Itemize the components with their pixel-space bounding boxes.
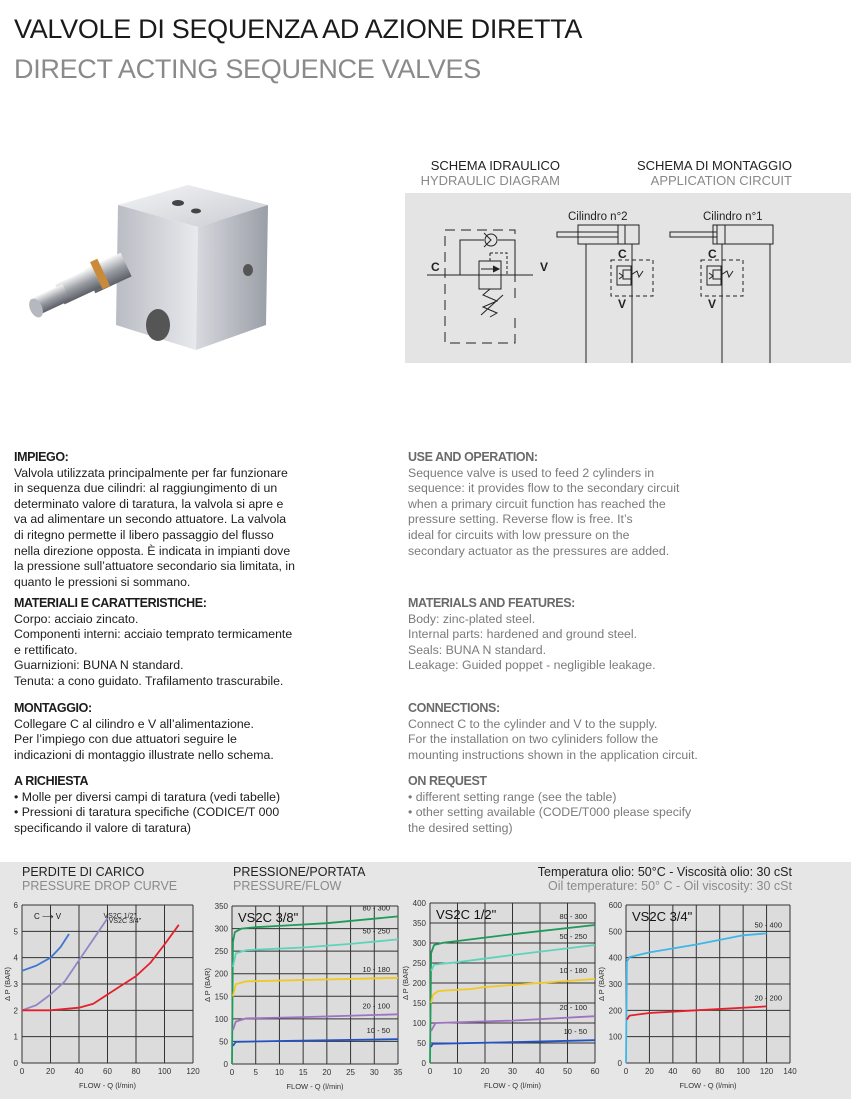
series-label: 50 - 250 [362,926,390,936]
x-tick-label: 40 [668,1067,678,1076]
y-tick-label: 250 [412,959,426,968]
port-c-label: C [431,260,440,274]
x-tick-label: 20 [322,1068,332,1077]
section-heading: MONTAGGIO: [14,701,92,715]
section [408,450,679,559]
section-heading: MATERIALS AND FEATURES: [408,596,575,610]
y-axis-label: Δ P (BAR) [3,966,12,1002]
section-line: the desired setting) [408,820,513,835]
x-tick-label: 40 [535,1067,545,1076]
chart-0 [0,901,200,1090]
section-line: Internal parts: hardened and ground steel. [408,627,638,642]
section-line: • other setting available (CODE/T000 please specify [408,805,692,820]
x-tick-label: 0 [623,1067,629,1076]
y-tick-label: 4 [13,953,18,963]
section-line: secondary actuator as the pressures are added. [408,543,670,558]
section-line: va ad alimentare un secondo attuatore. La valvola [14,512,287,527]
section-heading: CONNECTIONS: [408,701,500,715]
hydraulic-diagram-title: SCHEMA IDRAULICO [430,158,560,173]
x-tick-label: 30 [369,1068,379,1077]
section-line: mounting instructions shown in the application circuit. [408,747,698,762]
section-line: Leakage: Guided poppet - negligible leakage. [408,658,656,673]
x-tick-label: 60 [590,1067,600,1076]
section-line: e rettificato. [14,642,78,657]
section-line: Valvola utilizzata principalmente per far funzionare [14,465,288,480]
series-label: VS2C 1/2" [103,913,136,921]
y-tick-label: 100 [214,1014,228,1024]
y-tick-label: 100 [608,1032,622,1042]
y-tick-label: 300 [214,924,228,934]
x-tick-label: 10 [453,1067,462,1076]
section-line: Corpo: acciaio zincato. [14,611,139,626]
section-heading: MATERIALI E CARATTERISTICHE: [14,596,207,610]
chart-title: VS2C 3/8" [238,910,299,925]
hydraulic-diagrams [405,193,851,363]
y-tick-label: 200 [608,1006,622,1016]
y-tick-label: 600 [608,901,622,910]
chart-3 [597,901,797,1090]
cylinder-2-label: Cilindro n°2 [568,211,628,223]
x-tick-label: 80 [131,1067,141,1076]
section-line: nella direzione opposta. È indicata in impianti dove [14,543,291,558]
application-circuit-title: SCHEMA DI MONTAGGIO [636,158,792,173]
series-label: 10 - 50 [563,1027,587,1037]
section-line: sequence: it provides flow to the secondary circuit [408,481,680,496]
section-line: For the installation on two cyliniders follow the [408,732,659,747]
y-tick-label: 100 [412,1019,426,1028]
section-line: Connect C to the cylinder and V to the supply. [408,716,658,731]
series-label: 20 - 100 [559,1003,587,1013]
y-tick-label: 400 [608,953,622,963]
x-tick-label: 10 [274,1068,284,1077]
y-tick-label: 0 [13,1059,18,1068]
oil-conditions-en: Oil temperature: 50° C - Oil viscosity: 30 cSt [548,879,792,893]
x-tick-label: 100 [736,1067,750,1076]
y-axis-label: Δ P (BAR) [401,965,410,1001]
section-line: Seals: BUNA N standard. [408,642,547,657]
pressure-flow-subtitle: PRESSURE/FLOW [233,879,342,893]
section-line: in sequenza due cilindri: al raggiungimento di un [14,481,278,496]
x-tick-label: 40 [74,1067,84,1076]
application-circuit-subtitle: APPLICATION CIRCUIT [650,173,792,188]
series-label: 80 - 300 [362,903,390,913]
section-line: Componenti interni: acciaio temprato termicamente [14,627,293,642]
section-heading: A RICHIESTA [14,774,89,788]
y-tick-label: 200 [412,979,426,988]
x-tick-label: 15 [298,1068,308,1077]
page-title: VALVOLE DI SEQUENZA AD AZIONE DIRETTA [14,14,583,44]
pressure-drop-subtitle: PRESSURE DROP CURVE [22,879,178,893]
cyl2-port-v: V [618,297,627,311]
y-tick-label: 350 [214,902,228,911]
flow-direction-annotation: C ⟶ V [34,912,62,921]
y-tick-label: 5 [13,927,18,937]
section [14,596,292,690]
series-label: 50 - 250 [559,932,587,941]
section [408,596,656,674]
x-tick-label: 0 [229,1068,235,1077]
chart-2 [401,899,600,1090]
x-tick-label: 50 [563,1067,572,1076]
series-label: 10 - 180 [559,966,587,975]
y-tick-label: 300 [608,980,622,989]
x-tick-label: 35 [393,1068,403,1077]
application-circuit-header [600,158,792,188]
x-tick-label: 100 [157,1067,172,1076]
y-tick-label: 2 [13,1006,18,1016]
y-tick-label: 300 [412,939,426,948]
y-tick-label: 400 [412,899,426,908]
section-line: Collegare C al cilindro e V all’alimentazione. [14,716,254,731]
valve-product-image [18,175,278,365]
application-circuit [557,211,773,363]
y-tick-label: 150 [412,999,426,1008]
pressure-flow-title: PRESSIONE/PORTATA [233,865,366,879]
y-tick-label: 50 [417,1039,426,1048]
cyl1-port-v: V [708,297,717,311]
series-label: 20 - 200 [754,993,782,1003]
section-line: pressure setting. Reverse flow is free. It’s [408,512,633,527]
y-tick-label: 0 [617,1059,622,1068]
y-tick-label: 0 [421,1059,426,1068]
y-tick-label: 250 [214,947,228,957]
series-label: 10 - 50 [366,1026,390,1036]
section [14,701,274,763]
x-tick-label: 5 [253,1068,258,1077]
port-v-label: V [540,260,549,274]
section-line: di ritegno permette il libero passaggio del flusso [14,527,274,542]
section-line: indicazioni di montaggio illustrate nello schema. [14,747,274,762]
chart-title: VS2C 1/2" [436,907,497,922]
y-axis-label: Δ P (BAR) [597,966,606,1002]
y-tick-label: 500 [608,927,622,937]
chart-1 [203,902,403,1091]
page-subtitle: DIRECT ACTING SEQUENCE VALVES [14,54,481,84]
series-label: 20 - 100 [362,1001,390,1011]
x-tick-label: 20 [644,1067,654,1076]
section-line: Tenuta: a cono guidato. Trafilamento trascurabile. [14,673,284,688]
x-tick-label: 60 [691,1067,701,1076]
section [408,774,691,836]
cylinder-1-label: Cilindro n°1 [703,211,763,223]
y-tick-label: 150 [214,992,228,1002]
section-line: Body: zinc-plated steel. [408,611,536,626]
y-tick-label: 6 [13,901,18,910]
y-tick-label: 1 [13,1032,18,1042]
series-label: 80 - 300 [559,912,587,921]
x-tick-label: 25 [346,1068,356,1077]
section-line: • different setting range (see the table) [408,789,617,804]
x-tick-label: 0 [427,1067,433,1076]
section-heading: IMPIEGO: [14,450,69,464]
section-line: Guarnizioni: BUNA N standard. [14,658,184,673]
diagram-panel [405,193,851,363]
section-line: specificando il valore di taratura) [14,820,192,835]
x-tick-label: 20 [46,1067,55,1076]
section-line: ideal for circuits with low pressure on the [408,527,630,542]
section [408,701,698,763]
y-tick-label: 3 [13,980,18,989]
section-line: quanto le pressioni si sommano. [14,574,191,589]
section-heading: ON REQUEST [408,774,487,788]
section [14,450,295,590]
x-axis-label: FLOW - Q (l/min) [286,1082,344,1091]
section-heading: USE AND OPERATION: [408,450,538,464]
section-line: determinato valore di taratura, la valvola si apre e [14,496,284,511]
charts-svg [0,862,851,1099]
y-tick-label: 50 [219,1037,228,1047]
section-line: when a primary circuit function has reached the [408,496,666,511]
pressure-drop-title: PERDITE DI CARICO [22,865,145,879]
x-tick-label: 30 [508,1067,517,1076]
y-tick-label: 200 [214,969,228,979]
series-label: 10 - 180 [362,964,390,974]
y-tick-label: 0 [223,1060,228,1069]
y-tick-label: 350 [412,919,426,928]
y-axis-label: Δ P (BAR) [203,967,212,1003]
x-axis-label: FLOW - Q (l/min) [679,1081,737,1090]
x-tick-label: 80 [715,1067,725,1076]
x-tick-label: 120 [759,1067,774,1076]
x-tick-label: 120 [186,1067,200,1076]
oil-conditions-it: Temperatura olio: 50°C - Viscosità olio: 30 cSt [537,865,792,879]
x-tick-label: 60 [103,1067,112,1076]
x-axis-label: FLOW - Q (l/min) [78,1081,137,1090]
section-line: • Molle per diversi campi di taratura (vedi tabelle) [14,789,281,804]
hydraulic-diagram-header [400,158,560,188]
hydraulic-symbol [427,230,548,343]
chart-title: VS2C 3/4" [632,909,693,924]
section-line: Sequence valve is used to feed 2 cylinders in [408,465,655,480]
series-label: 50 - 400 [754,920,782,930]
x-axis-label: FLOW - Q (l/min) [483,1081,542,1090]
cyl2-port-c: C [618,247,627,261]
hydraulic-diagram-subtitle: HYDRAULIC DIAGRAM [420,173,560,188]
cyl1-port-c: C [708,247,717,261]
x-tick-label: 20 [480,1067,490,1076]
section [14,774,280,836]
section-line: • Pressioni di taratura specifiche (CODICE/T 000 [14,805,280,820]
x-tick-label: 0 [19,1067,25,1076]
x-tick-label: 140 [783,1067,797,1076]
section-line: Per l’impiego con due attuatori seguire le [14,732,237,747]
section-line: la pressione sull’attuatore secondario sia limitata, in [14,559,295,574]
series-label: VS2C 3/4" [108,917,142,925]
